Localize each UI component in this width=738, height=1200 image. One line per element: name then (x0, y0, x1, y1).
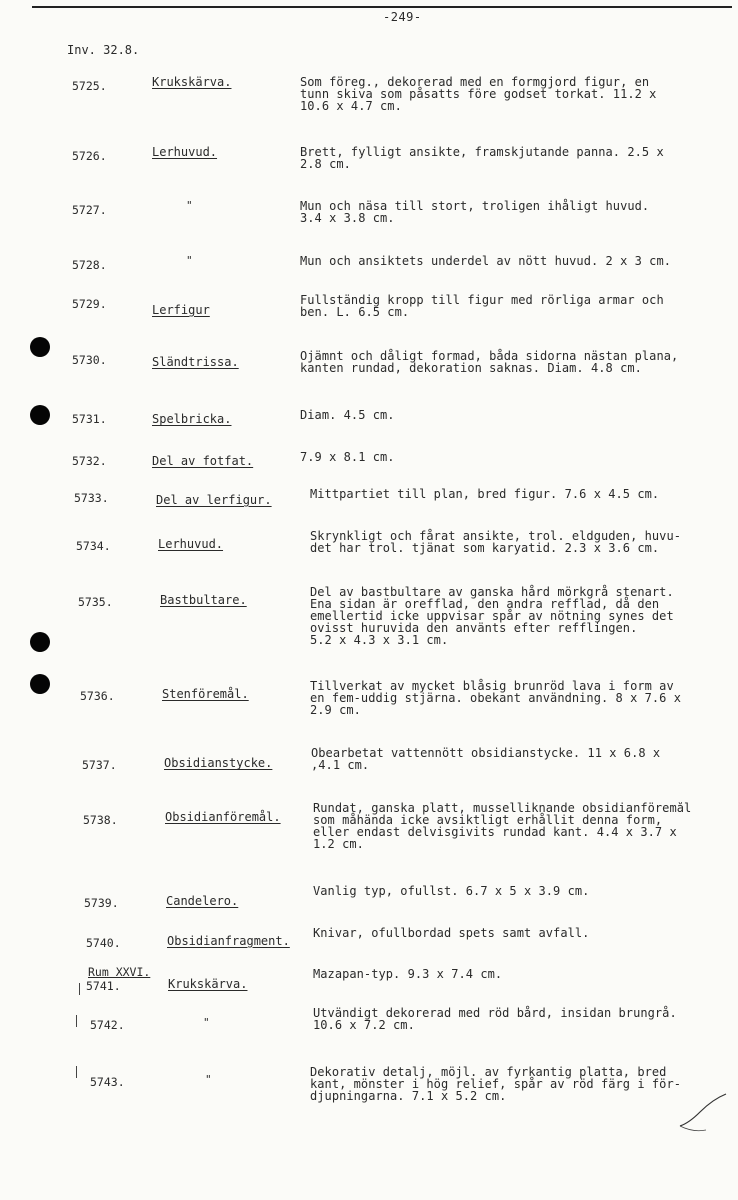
entry-description: Rundat, ganska platt, musselliknande obsidianföremål som måhända icke avsiktligt erhållit denna form, eller endast delvisgivits rundad kant. 4.4 x 3.7 x 1.2 cm. (313, 802, 692, 850)
binder-hole (30, 674, 50, 694)
top-rule (32, 6, 732, 8)
entry-number: 5735. (78, 595, 113, 609)
entry-number: 5728. (72, 258, 107, 272)
entry-number: 5742. (90, 1018, 125, 1032)
entry-title: Obsidianfragment. (167, 934, 290, 948)
room-label: Rum XXVI. (88, 965, 151, 979)
margin-mark (76, 1066, 77, 1078)
entry-title: Krukskärva. (152, 75, 232, 89)
margin-mark (79, 983, 80, 995)
entry-description: Tillverkat av mycket blåsig brunröd lava i form av en fem-uddig stjärna. obekant användning. 8 x 7.6 x 2.9 cm. (310, 679, 682, 717)
entry-description: Dekorativ detalj, möjl. av fyrkantig platta, bred kant, mönster i hög relief, spår av röd färg i för- djupningarna. 7.1 x 5.2 cm. (310, 1065, 682, 1103)
entry-title: Candelero. (166, 894, 239, 908)
entry-title: Krukskärva. (168, 977, 248, 991)
entry-number: 5726. (72, 149, 107, 163)
entry-title: Del av fotfat. (152, 454, 254, 468)
binder-hole (30, 337, 50, 357)
ditto-mark: " (205, 1073, 212, 1086)
entry-number: 5730. (72, 353, 107, 367)
entry-number: 5725. (72, 79, 107, 93)
pen-stroke (672, 1090, 732, 1140)
entry-number: 5739. (84, 896, 119, 910)
entry-description: Utvändigt dekorerad med röd bård, insidan brungrå. 10.6 x 7.2 cm. (313, 1006, 677, 1032)
entry-number: 5740. (86, 936, 121, 950)
entry-number: 5738. (83, 813, 118, 827)
entry-title: Lerhuvud. (152, 145, 218, 159)
entry-title: Obsidianföremål. (165, 810, 281, 824)
ditto-mark: " (186, 254, 193, 267)
entry-description: Obearbetat vattennött obsidianstycke. 11 x 6.8 x ,4.1 cm. (311, 746, 661, 772)
entry-description: Som föreg., dekorerad med en formgjord figur, en tunn skiva som påsatts före godset torkat. 11.2 x 10.6 x 4.7 cm. (300, 75, 657, 113)
entry-description: Knivar, ofullbordad spets samt avfall. (313, 926, 590, 940)
entry-title: Stenföremål. (162, 687, 249, 701)
entry-number: 5741. (86, 979, 121, 993)
entry-title: Obsidianstycke. (164, 756, 273, 770)
entry-title: Spelbricka. (152, 412, 232, 426)
entry-description: Mun och ansiktets underdel av nött huvud. 2 x 3 cm. (300, 254, 672, 268)
entry-description: Diam. 4.5 cm. (300, 408, 395, 422)
entry-number: 5729. (72, 297, 107, 311)
ditto-mark: " (203, 1016, 210, 1029)
entry-description: Del av bastbultare av ganska hård mörkgrå stenart. Ena sidan är orefflad, den andra refflad, då den emellertid icke uppvisar spår av nötning synes det ovisst huruvida den använts efter refflingen. 5.2 x 4.3 x 3.1 cm. (310, 585, 674, 647)
entry-description: 7.9 x 8.1 cm. (300, 450, 395, 464)
entry-description: Mittpartiet till plan, bred figur. 7.6 x 4.5 cm. (310, 487, 660, 501)
entry-number: 5732. (72, 454, 107, 468)
entry-number: 5737. (82, 758, 117, 772)
binder-hole (30, 632, 50, 652)
entry-number: 5734. (76, 539, 111, 553)
entry-title: Del av lerfigur. (156, 493, 272, 507)
entry-title: Sländtrissa. (152, 355, 239, 369)
entry-number: 5733. (74, 491, 109, 505)
entry-description: Mun och näsa till stort, troligen ihåligt huvud. 3.4 x 3.8 cm. (300, 199, 650, 225)
entry-number: 5731. (72, 412, 107, 426)
entry-description: Ojämnt och dåligt formad, båda sidorna nästan plana, kanten rundad, dekoration saknas. Diam. 4.8 cm. (300, 349, 679, 375)
inventory-heading: Inv. 32.8. (67, 43, 140, 57)
entry-number: 5736. (80, 689, 115, 703)
binder-hole (30, 405, 50, 425)
entry-number: 5743. (90, 1075, 125, 1089)
ditto-mark: " (186, 199, 193, 212)
entry-description: Mazapan-typ. 9.3 x 7.4 cm. (313, 967, 503, 981)
entry-title: Lerfigur (152, 303, 210, 317)
entry-description: Fullständig kropp till figur med rörliga armar och ben. L. 6.5 cm. (300, 293, 664, 319)
entry-description: Brett, fylligt ansikte, framskjutande panna. 2.5 x 2.8 cm. (300, 145, 664, 171)
entry-number: 5727. (72, 203, 107, 217)
entry-title: Bastbultare. (160, 593, 247, 607)
margin-mark (76, 1015, 77, 1027)
entry-title: Lerhuvud. (158, 537, 224, 551)
entry-description: Vanlig typ, ofullst. 6.7 x 5 x 3.9 cm. (313, 884, 590, 898)
page-number: -249- (383, 10, 422, 24)
entry-description: Skrynkligt och fårat ansikte, trol. eldguden, huvu- det har trol. tjänat som karyatid. 2.3 x 3.6 cm. (310, 529, 682, 555)
